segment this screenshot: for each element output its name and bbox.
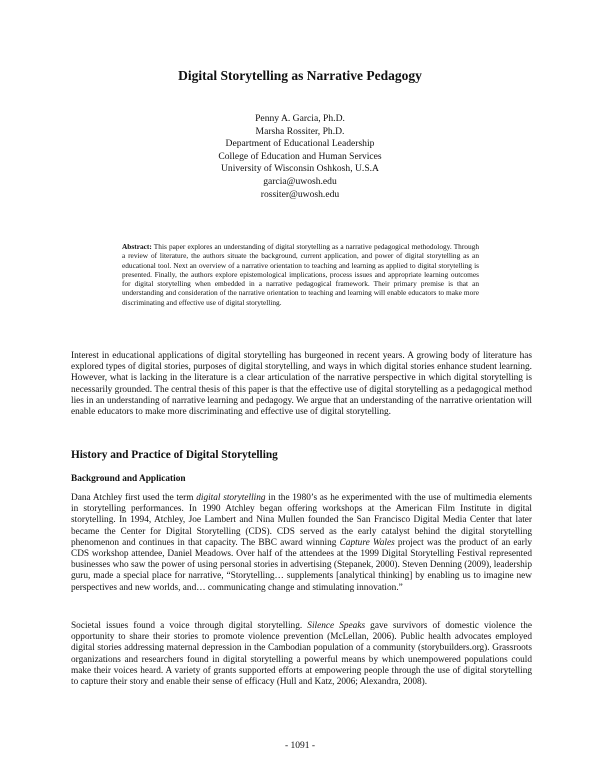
body-paragraph-societal xyxy=(71,621,532,688)
text-run: project was the product of an early CDS workshop attendee, Daniel Meadows. Over half of the attendees at the 1999 Digital Storytelling Festival represented businesses who saw the power of using personal stories in advertising (Stepanek, 2000). Steven Denning (2009), leadership guru, made a special place for narrative, “Storytelling… supplements [analytical thinking] by enabling us to imagine new perspectives and new worlds, and… communicating change and stimulating innovation.” xyxy=(71,537,532,593)
author-email-1: garcia@uwosh.edu xyxy=(263,175,337,187)
author-college: College of Education and Human Services xyxy=(218,150,382,162)
italic-term: digital storytelling xyxy=(196,493,266,503)
text-run: Dana Atchley first used the term xyxy=(71,493,197,503)
subsection-heading: Background and Application xyxy=(71,474,186,484)
section-heading: History and Practice of Digital Storytelling xyxy=(71,449,278,461)
abstract xyxy=(122,242,479,307)
author-name-1: Penny A. Garcia, Ph.D. xyxy=(255,113,345,124)
author-email-2: rossiter@uwosh.edu xyxy=(260,188,340,200)
body-paragraph-history xyxy=(71,493,532,594)
author-name-2: Marsha Rossiter, Ph.D. xyxy=(255,125,345,137)
text-run: in the 1980’s as he experimented with the use of multimedia elements in storytelling performances. In 1990 Atchley began offering workshops at the American Film Institute in digital storytelling. In 1994, Atchley, Joe Lambert and Nina Mullen founded the San Francisco Digital Media Center that later became the Center for Digital Storytelling (CDS). CDS served as the early catalyst behind the digital storytelling phenomenon and continues in that capacity. The BBC award winning xyxy=(71,493,532,548)
author-department: Department of Educational Leadership xyxy=(225,138,375,150)
page-number: - 1091 - xyxy=(284,741,316,751)
intro-paragraph: Interest in educational applications of digital storytelling has burgeoned in recent years. A growing body of literature has explored types of digital stories, purposes of digital storytelling, and ways in which digital stories enhance student learning. However, what is lacking in the literature is a clear articulation of the narrative perspective in which digital storytelling is necessarily grounded. The central thesis of this paper is that the effective use of digital storytelling as a pedagogical method lies in an understanding of narrative learning and pedagogy. We argue that an understanding of the narrative orientation will enable educators to make more discriminating and effective use of digital storytelling. xyxy=(71,351,532,418)
author-block xyxy=(0,113,600,201)
text-run: gave survivors of domestic violence the opportunity to share their stories to promote violence prevention (McLellan, 2006). Public health advocates employed digital stories addressing maternal depression in the Cambodian population of a community (storybuilders.org). Grassroots organizations and researchers found in digital storytelling a powerful means by which unempowered populations could make their voices heard. A variety of grants supported efforts at empowering people through the use of digital storytelling to capture their story and enable their sense of efficacy (Hull and Katz, 2006; Alexandra, 2008). xyxy=(71,621,532,688)
italic-term: Capture Wales xyxy=(339,537,395,548)
abstract-label: Abstract: xyxy=(122,242,152,251)
author-university: University of Wisconsin Oshkosh, U.S.A xyxy=(220,163,379,175)
paper-title: Digital Storytelling as Narrative Pedagogy xyxy=(178,68,422,83)
italic-term: Silence Speaks xyxy=(307,621,366,631)
abstract-text: This paper explores an understanding of digital storytelling as a narrative pedagogical methodology. Through a review of literature, the authors situate the background, current application, and power of digital storytelling as an educational tool. Next an overview of a narrative orientation to teaching and learning as applied to digital storytelling is presented. Finally, the authors explore epistemological implications, process issues and appropriate learning outcomes for digital storytelling when embedded in a narrative pedagogical framework. Their primary premise is that an understanding and consideration of the narrative orientation to teaching and learning will enable educators to make more discriminating and effective use of digital storytelling. xyxy=(122,242,479,307)
text-run: Societal issues found a voice through digital storytelling. xyxy=(71,621,308,631)
